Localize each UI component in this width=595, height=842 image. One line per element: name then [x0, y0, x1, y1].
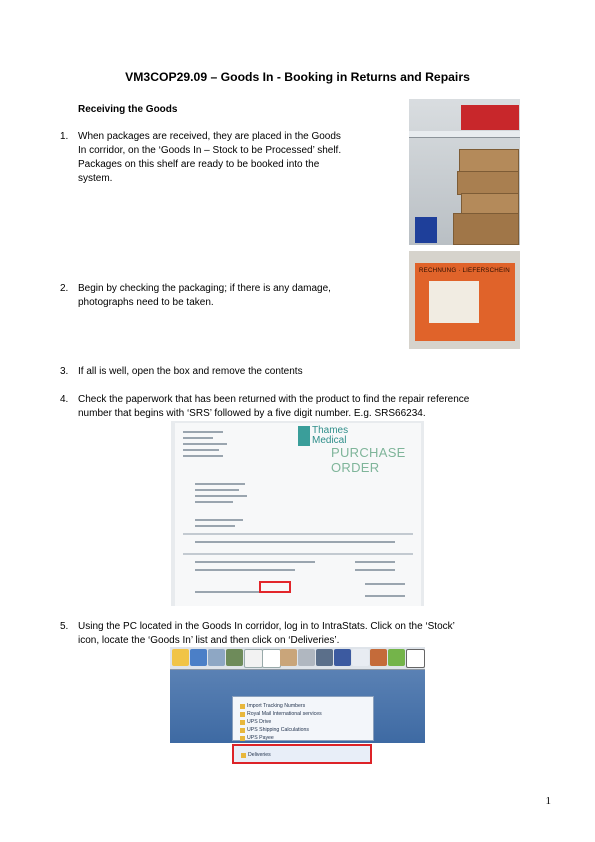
google-icon: [244, 649, 263, 668]
step-5: [60, 620, 540, 650]
po-heading: PURCHASE ORDER: [331, 445, 406, 475]
step-text-line: Check the paperwork that has been returned with the product to find the repair reference: [78, 394, 470, 405]
cardboard-box: [461, 193, 519, 215]
purchase-order-photo: [171, 421, 424, 606]
step-text-line: Begin by checking the packaging; if there is any damage,: [78, 283, 331, 294]
home-icon: [172, 649, 189, 666]
step-number: 1.: [60, 131, 69, 142]
step-number: 4.: [60, 394, 69, 405]
calendar-icon: [262, 649, 281, 668]
step-text-line: photographs need to be taken.: [78, 297, 214, 308]
deliveries-highlight[interactable]: [232, 744, 372, 764]
data-icon: [316, 649, 333, 666]
step-text-line: number that begins with ‘SRS’ followed by a five digit number. E.g. SRS66234.: [78, 408, 426, 419]
reference-highlight: [259, 581, 291, 593]
step-1: [60, 130, 400, 190]
tool-icon: [298, 649, 315, 666]
step-2: [60, 282, 400, 312]
step-text-line: system.: [78, 173, 113, 184]
step-text-line: If all is well, open the box and remove the contents: [78, 366, 303, 377]
section-heading: Receiving the Goods: [78, 104, 178, 115]
envelope-document: [429, 281, 479, 323]
step-text-line: Using the PC located in the Goods In corridor, log in to IntraStats. Click on the ‘Stock’: [78, 621, 455, 632]
step-text-line: In corridor, on the ‘Goods In – Stock to be Processed’ shelf.: [78, 145, 342, 156]
users-icon: [226, 649, 243, 666]
cardboard-box: [459, 149, 519, 173]
document-title: VM3COP29.09 – Goods In - Booking in Returns and Repairs: [125, 70, 470, 84]
list-item[interactable]: UPS Payee: [247, 735, 274, 741]
red-bin: [461, 105, 519, 130]
software-screenshot: [170, 647, 425, 758]
step-text-line: When packages are received, they are placed in the Goods: [78, 131, 341, 142]
step-number: 3.: [60, 366, 69, 377]
cardboard-box: [453, 213, 519, 245]
close-icon[interactable]: [406, 649, 425, 668]
logo-text: Thames: [312, 425, 349, 436]
step-number: 5.: [60, 621, 69, 632]
chart-icon: [334, 649, 351, 666]
blue-bin: [415, 217, 437, 243]
book-icon: [388, 649, 405, 666]
list-item[interactable]: UPS Shipping Calculations: [247, 727, 309, 733]
step-4: [60, 393, 540, 423]
list-item[interactable]: UPS Drive: [247, 719, 272, 725]
stock-icon[interactable]: [370, 649, 387, 666]
cardboard-box: [457, 171, 519, 195]
list-item[interactable]: Import Tracking Numbers: [247, 703, 306, 709]
refresh-icon: [352, 649, 369, 666]
shelf-photo: [409, 99, 520, 245]
desktop-panel: [170, 670, 425, 758]
envelope-label: RECHNUNG · LIEFERSCHEIN: [419, 267, 510, 274]
list-item[interactable]: Royal Mail International services: [247, 711, 322, 717]
toolbar: [170, 647, 425, 670]
paper-sheet: [175, 423, 421, 606]
deliveries-item[interactable]: Deliveries: [248, 752, 271, 758]
envelope-photo: [409, 251, 520, 349]
pen-icon: [280, 649, 297, 666]
shelf: [409, 131, 520, 138]
globe-icon: [190, 649, 207, 666]
step-text-line: Packages on this shelf are ready to be booked into the: [78, 159, 320, 170]
logo-text: Medical: [312, 435, 347, 446]
page-number: 1: [545, 795, 551, 807]
step-number: 2.: [60, 283, 69, 294]
goods-in-list: [232, 696, 374, 741]
step-3: [60, 365, 540, 380]
network-icon: [208, 649, 225, 666]
step-text-line: icon, locate the ‘Goods In’ list and then click on ‘Deliveries’.: [78, 635, 340, 646]
